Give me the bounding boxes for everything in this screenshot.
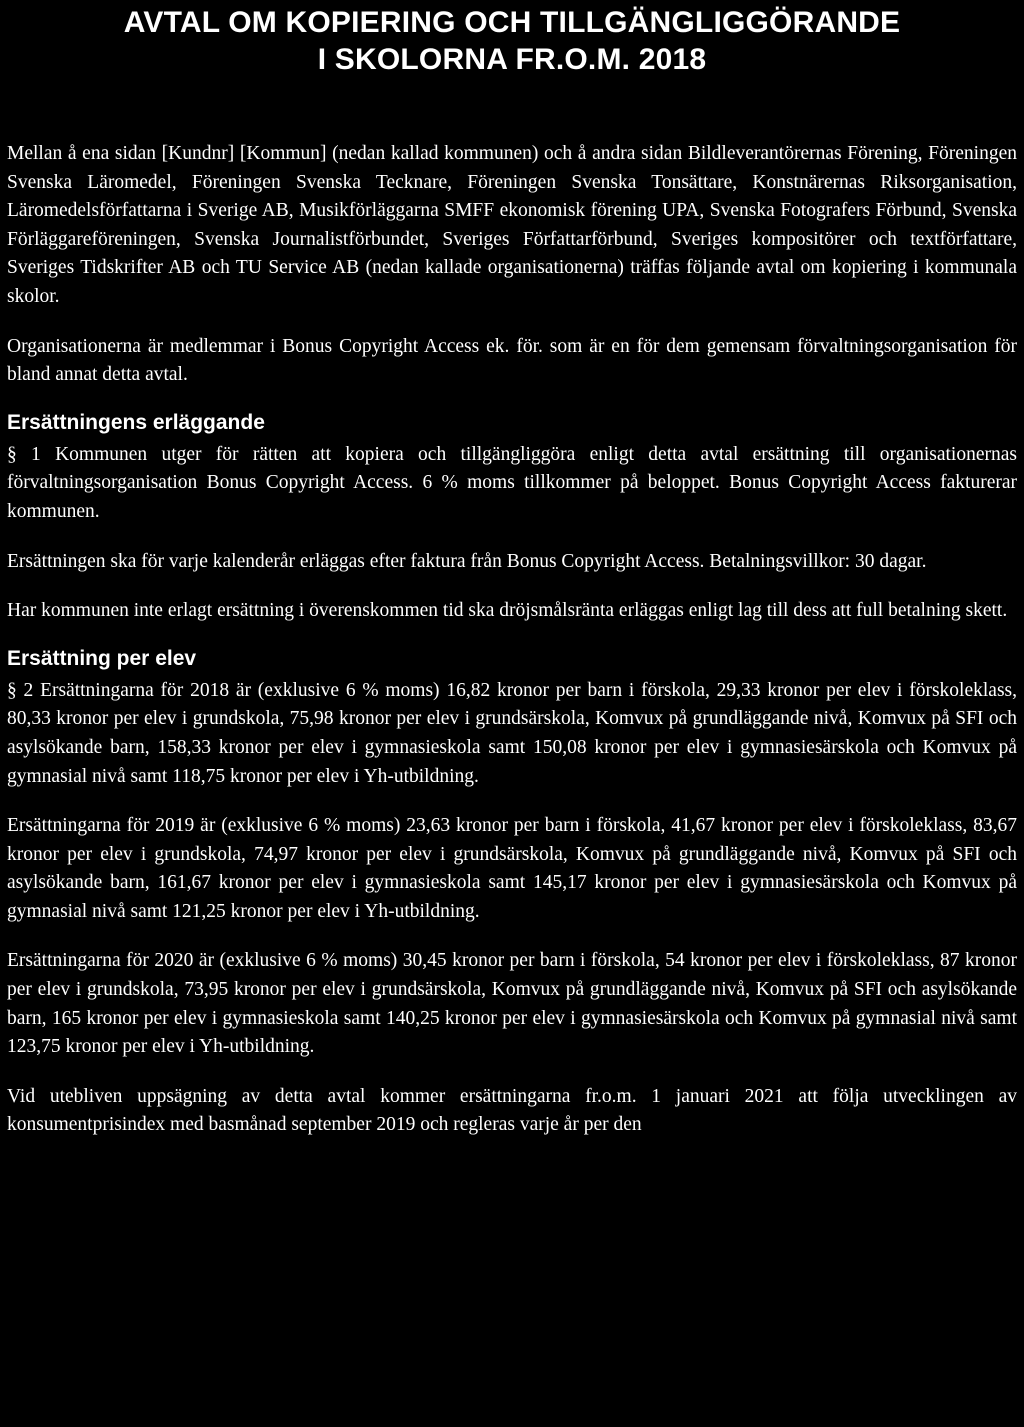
section1-paragraph-1: § 1 Kommunen utger för rätten att kopiera och tillgängliggöra enligt detta avtal ersättning till organisationernas förvaltningsorganisation Bonus Copyright Access. 6 % moms tillkommer på beloppet. Bonus Copyright Access fakturerar kommunen. xyxy=(7,443,1017,522)
section2-paragraph-4: Vid utebliven uppsägning av detta avtal kommer ersättningarna fr.o.m. 1 januari 2021 att följa utvecklingen av konsumentprisindex med basmånad september 2019 och regleras varje år per den xyxy=(7,1085,1017,1136)
organisations-paragraph: Organisationerna är medlemmar i Bonus Copyright Access ek. för. som är en för dem gemensam förvaltningsorganisation för bland annat detta avtal. xyxy=(7,335,1017,386)
section2-paragraph-2: Ersättningarna för 2019 är (exklusive 6 % moms) 23,63 kronor per barn i förskola, 41,67 kronor per elev i förskoleklass, 83,67 kronor per elev i grundskola, 74,97 kronor per elev i grundsärskola, Komvux på grundläggande nivå, Komvux på SFI och asylsökande barn, 161,67 kronor per elev i gymnasieskola samt 145,17 kronor per elev i gymnasiesärskola och Komvux på gymnasial nivå samt 121,25 kronor per elev i Yh-utbildning. xyxy=(7,815,1017,922)
section1-paragraph-2: Ersättningen ska för varje kalenderår erläggas efter faktura från Bonus Copyright Access. Betalningsvillkor: 30 dagar. xyxy=(7,550,927,572)
intro-paragraph: Mellan å ena sidan [Kundnr] [Kommun] (nedan kallad kommunen) och å andra sidan Bildleverantörernas Förening, Föreningen Svenska Läromedel, Föreningen Svenska Tecknare, Föreningen Svenska Tonsättare, Konstnärernas Riksorganisation, Läromedelsförfattarna i Sverige AB, Musikförläggarna SMFF ekonomisk förening UPA, Svenska Fotografers Förbund, Svenska Förläggareföreningen, Svenska Journalistförbundet, Sveriges Författarförbund, Sveriges kompositörer och textförfattare, Sveriges Tidskrifter AB och TU Service AB (nedan kallade organisationerna) träffas följande avtal om kopiering i kommunala skolor. xyxy=(7,143,1017,307)
title-line-2: I SKOLORNA FR.O.M. 2018 xyxy=(317,43,707,76)
section-heading-ersattning-per-elev: Ersättning per elev xyxy=(7,646,197,670)
section1-paragraph-3: Har kommunen inte erlagt ersättning i överenskommen tid ska dröjsmålsränta erläggas enligt lag till dess att full betalning skett. xyxy=(7,600,1008,622)
section-heading-ersattningens-erlaggande: Ersättningens erläggande xyxy=(7,410,265,434)
title-line-1: AVTAL OM KOPIERING OCH TILLGÄNGLIGGÖRANDE xyxy=(123,6,901,39)
section2-paragraph-1: § 2 Ersättningarna för 2018 är (exklusive 6 % moms) 16,82 kronor per barn i förskola, 29,33 kronor per elev i förskoleklass, 80,33 kronor per elev i grundskola, 75,98 kronor per elev i grundsärskola, Komvux på grundläggande nivå, Komvux på SFI och asylsökande barn, 158,33 kronor per elev i gymnasieskola samt 150,08 kronor per elev i gymnasiesärskola och Komvux på gymnasial nivå samt 118,75 kronor per elev i Yh-utbildning. xyxy=(7,679,1017,787)
section2-paragraph-3: Ersättningarna för 2020 är (exklusive 6 % moms) 30,45 kronor per barn i förskola, 54 kronor per elev i förskoleklass, 87 kronor per elev i grundskola, 73,95 kronor per elev i grundsärskola, Komvux på grundläggande nivå, Komvux på SFI och asylsökande barn, 165 kronor per elev i gymnasieskola samt 140,25 kronor per elev i gymnasiesärskola och Komvux på gymnasial nivå samt 123,75 kronor per elev i Yh-utbildning. xyxy=(7,950,1017,1058)
document-title xyxy=(7,4,1017,78)
